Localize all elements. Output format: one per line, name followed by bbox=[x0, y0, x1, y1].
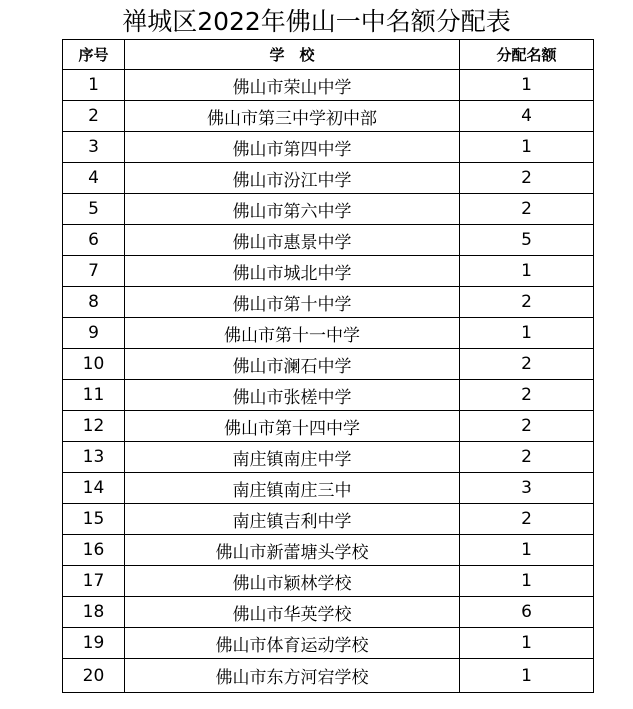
row-school: 佛山市第四中学 bbox=[125, 132, 460, 163]
row-no: 1 bbox=[63, 70, 125, 101]
row-quota: 1 bbox=[460, 566, 594, 597]
row-school: 佛山市第十中学 bbox=[125, 287, 460, 318]
row-no: 7 bbox=[63, 256, 125, 287]
row-quota: 3 bbox=[460, 473, 594, 504]
row-quota: 1 bbox=[460, 256, 594, 287]
table-row bbox=[63, 411, 594, 442]
row-no: 12 bbox=[63, 411, 125, 442]
row-no: 10 bbox=[63, 349, 125, 380]
quota-table bbox=[62, 39, 594, 693]
table-body bbox=[63, 70, 594, 693]
row-quota: 1 bbox=[460, 318, 594, 349]
table-row bbox=[63, 70, 594, 101]
table-row bbox=[63, 566, 594, 597]
table-row bbox=[63, 349, 594, 380]
table-row bbox=[63, 659, 594, 693]
row-no: 14 bbox=[63, 473, 125, 504]
table-row bbox=[63, 101, 594, 132]
row-school: 佛山市第三中学初中部 bbox=[125, 101, 460, 132]
table-row bbox=[63, 628, 594, 659]
row-quota: 2 bbox=[460, 163, 594, 194]
table-row bbox=[63, 256, 594, 287]
row-no: 3 bbox=[63, 132, 125, 163]
table-row bbox=[63, 597, 594, 628]
table-row bbox=[63, 535, 594, 566]
row-school: 佛山市新蕾塘头学校 bbox=[125, 535, 460, 566]
row-school: 佛山市第十一中学 bbox=[125, 318, 460, 349]
row-no: 15 bbox=[63, 504, 125, 535]
row-school: 佛山市华英学校 bbox=[125, 597, 460, 628]
header-quota: 分配名额 bbox=[460, 40, 594, 70]
row-quota: 2 bbox=[460, 411, 594, 442]
header-no: 序号 bbox=[63, 40, 125, 70]
row-quota: 1 bbox=[460, 132, 594, 163]
table-row bbox=[63, 380, 594, 411]
table-row bbox=[63, 194, 594, 225]
table-row bbox=[63, 163, 594, 194]
table-row bbox=[63, 287, 594, 318]
row-quota: 2 bbox=[460, 504, 594, 535]
row-no: 11 bbox=[63, 380, 125, 411]
row-school: 南庄镇吉利中学 bbox=[125, 504, 460, 535]
row-school: 佛山市第十四中学 bbox=[125, 411, 460, 442]
row-quota: 2 bbox=[460, 380, 594, 411]
row-school: 佛山市汾江中学 bbox=[125, 163, 460, 194]
row-quota: 1 bbox=[460, 70, 594, 101]
row-school: 南庄镇南庄中学 bbox=[125, 442, 460, 473]
row-quota: 6 bbox=[460, 597, 594, 628]
row-quota: 5 bbox=[460, 225, 594, 256]
page-title: 禅城区2022年佛山一中名额分配表 bbox=[122, 7, 511, 36]
table-row bbox=[63, 132, 594, 163]
row-school: 佛山市体育运动学校 bbox=[125, 628, 460, 659]
row-no: 6 bbox=[63, 225, 125, 256]
row-no: 19 bbox=[63, 628, 125, 659]
row-no: 16 bbox=[63, 535, 125, 566]
row-no: 9 bbox=[63, 318, 125, 349]
row-quota: 2 bbox=[460, 287, 594, 318]
row-quota: 2 bbox=[460, 194, 594, 225]
row-school: 南庄镇南庄三中 bbox=[125, 473, 460, 504]
table-row bbox=[63, 473, 594, 504]
row-quota: 1 bbox=[460, 659, 594, 693]
table-row bbox=[63, 504, 594, 535]
row-no: 8 bbox=[63, 287, 125, 318]
row-school: 佛山市澜石中学 bbox=[125, 349, 460, 380]
row-no: 2 bbox=[63, 101, 125, 132]
table-header-row bbox=[63, 40, 594, 70]
row-school: 佛山市惠景中学 bbox=[125, 225, 460, 256]
row-quota: 1 bbox=[460, 535, 594, 566]
row-quota: 1 bbox=[460, 628, 594, 659]
table-row bbox=[63, 225, 594, 256]
row-school: 佛山市张槎中学 bbox=[125, 380, 460, 411]
row-no: 18 bbox=[63, 597, 125, 628]
table-row bbox=[63, 318, 594, 349]
row-no: 5 bbox=[63, 194, 125, 225]
table-row bbox=[63, 442, 594, 473]
row-school: 佛山市城北中学 bbox=[125, 256, 460, 287]
row-school: 佛山市东方河宕学校 bbox=[125, 659, 460, 693]
row-quota: 2 bbox=[460, 349, 594, 380]
row-no: 13 bbox=[63, 442, 125, 473]
row-no: 17 bbox=[63, 566, 125, 597]
row-quota: 2 bbox=[460, 442, 594, 473]
row-school: 佛山市颖林学校 bbox=[125, 566, 460, 597]
row-quota: 4 bbox=[460, 101, 594, 132]
row-no: 20 bbox=[63, 659, 125, 693]
row-no: 4 bbox=[63, 163, 125, 194]
row-school: 佛山市荣山中学 bbox=[125, 70, 460, 101]
header-school: 学 校 bbox=[125, 40, 460, 70]
row-school: 佛山市第六中学 bbox=[125, 194, 460, 225]
